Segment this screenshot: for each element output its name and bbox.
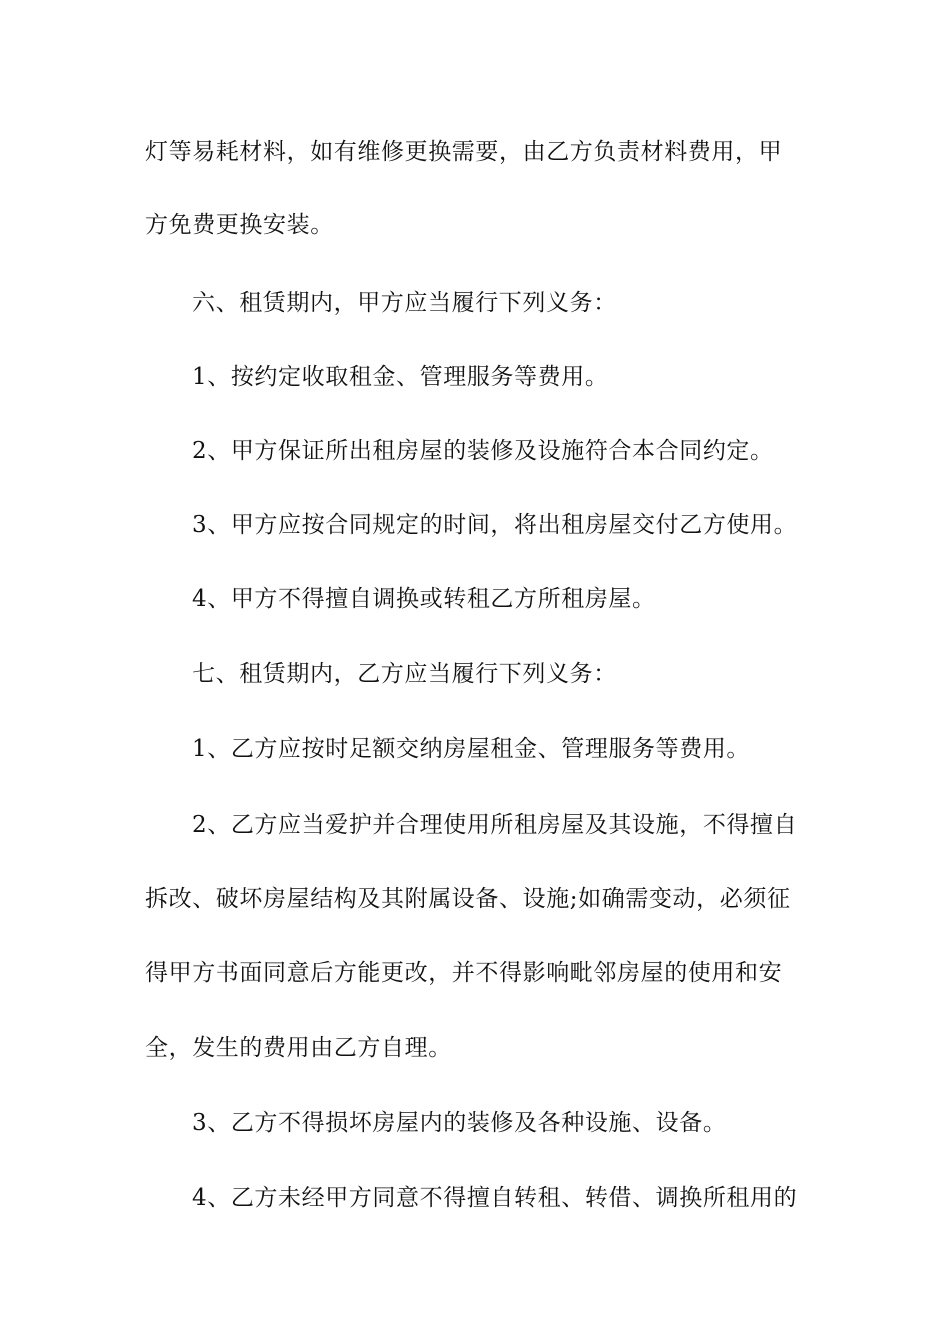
- list-item: 3、乙方不得损坏房屋内的装修及各种设施、设备。: [192, 1110, 727, 1136]
- section-heading: 六、租赁期内，甲方应当履行下列义务：: [192, 290, 617, 316]
- list-item: 4、甲方不得擅自调换或转租乙方所租房屋。: [192, 586, 656, 612]
- text-line: 全，发生的费用由乙方自理。: [145, 1035, 452, 1061]
- text-line: 拆改、破坏房屋结构及其附属设备、设施;如确需变动，必须征: [145, 886, 791, 912]
- list-item: 2、乙方应当爱护并合理使用所租房屋及其设施，不得擅自: [192, 812, 798, 838]
- list-item: 1、按约定收取租金、管理服务等费用。: [192, 364, 609, 390]
- list-item: 2、甲方保证所出租房屋的装修及设施符合本合同约定。: [192, 438, 774, 464]
- text-line: 灯等易耗材料，如有维修更换需要，由乙方负责材料费用，甲: [145, 139, 783, 165]
- text-line: 得甲方书面同意后方能更改，并不得影响毗邻房屋的使用和安: [145, 960, 783, 986]
- list-item: 1、乙方应按时足额交纳房屋租金、管理服务等费用。: [192, 736, 751, 762]
- list-item: 3、甲方应按合同规定的时间，将出租房屋交付乙方使用。: [192, 512, 798, 538]
- list-item: 4、乙方未经甲方同意不得擅自转租、转借、调换所租用的: [192, 1185, 798, 1211]
- text-line: 方免费更换安装。: [145, 212, 334, 238]
- section-heading: 七、租赁期内，乙方应当履行下列义务：: [192, 661, 617, 687]
